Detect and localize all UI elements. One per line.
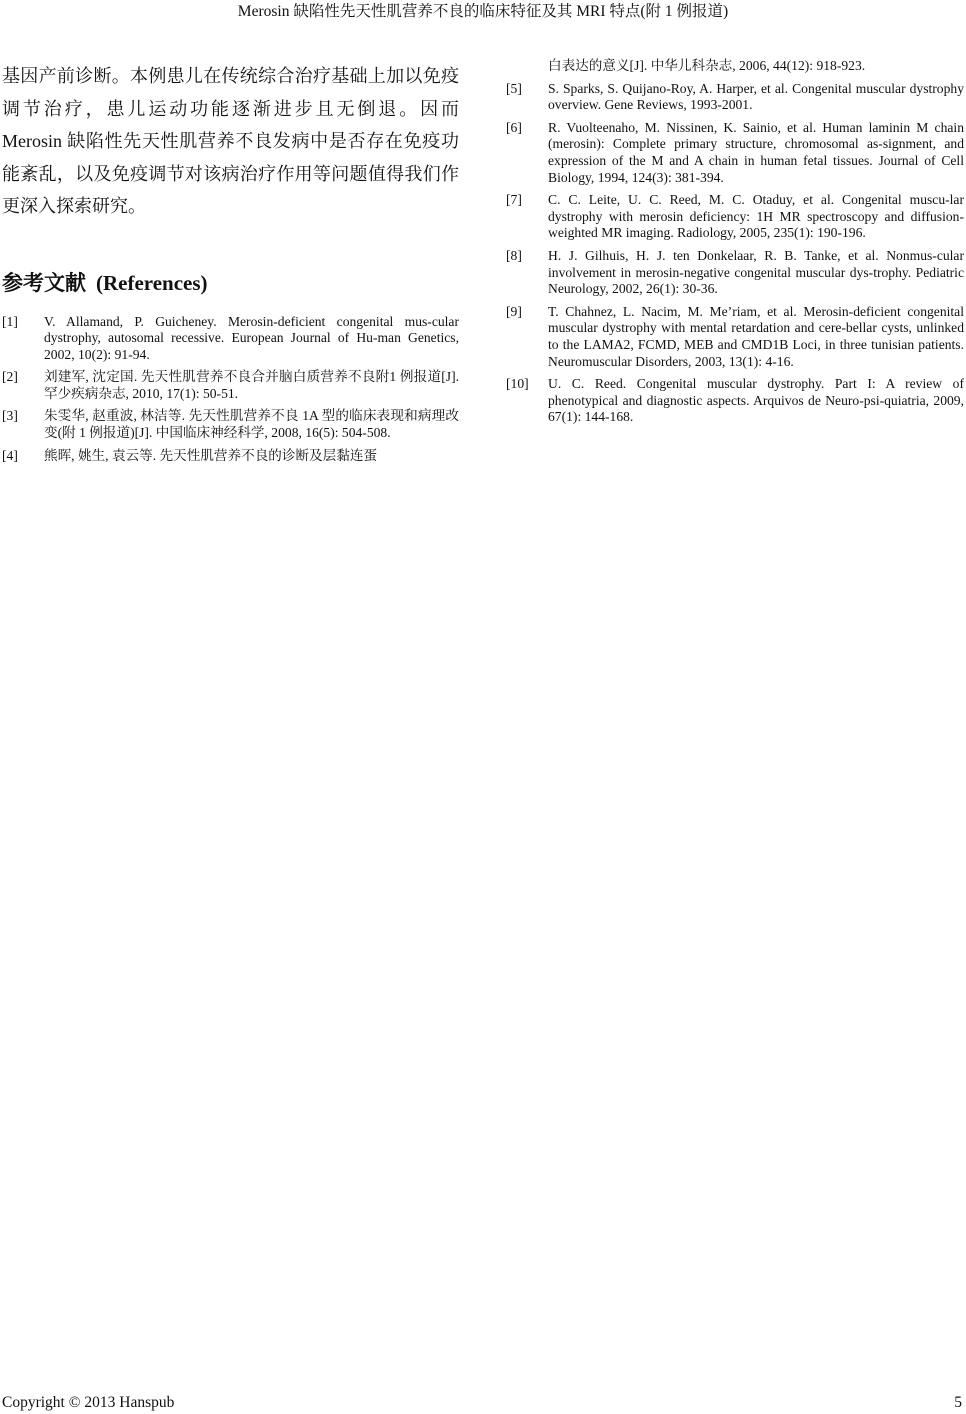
reference-item-9 [506,304,964,370]
reference-item-7 [506,192,964,242]
reference-item-3 [2,408,459,441]
reference-number: [5] [506,80,522,96]
reference-item-6 [506,120,964,186]
reference-text: T. Chahnez, L. Nacim, M. Me’riam, et al. Merosin-deficient congenital muscular dystrophy with mental retardation and cere-bellar cysts, unlinked to the LAMA2, FCMD, MEB and CMD1B Loci, in three tunisian patients. Neuromuscular Disorders, 2003, 13(1): 4-16. [548,303,964,369]
reference-text: H. J. Gilhuis, H. J. ten Donkelaar, R. B. Tanke, et al. Nonmus-cular involvement in merosin-negative congenital muscular dys-trophy. Pediatric Neurology, 2002, 26(1): 30-36. [548,247,964,297]
footer-copyright: Copyright © 2013 Hanspub [2,1394,175,1411]
reference-item-8 [506,248,964,298]
reference-text: 朱雯华, 赵重波, 林洁等. 先天性肌营养不良 1A 型的临床表现和病理改变(附 1 例报道)[J]. 中国临床神经科学, 2008, 16(5): 504-508. [44,408,459,441]
reference-text: V. Allamand, P. Guicheney. Merosin-deficient congenital mus-cular dystrophy, autosomal recessive. European Journal of Hu-man Genetics, 2002, 10(2): 91-94. [44,313,459,362]
footer-page-number: 5 [954,1394,962,1411]
reference-list-left [2,314,459,465]
reference-number: [3] [2,408,18,424]
reference-4-continuation: 白表达的意义[J]. 中华儿科杂志, 2006, 44(12): 918-923. [548,58,866,73]
reference-text: 熊晖, 姚生, 袁云等. 先天性肌营养不良的诊断及层黏连蛋 [44,447,378,463]
reference-number: [10] [506,376,529,392]
references-heading [2,269,459,297]
reference-number: [7] [506,192,522,208]
right-column [506,58,964,432]
references-heading-cn: 参考文献 [2,270,86,295]
body-paragraph: 基因产前诊断。本例患儿在传统综合治疗基础上加以免疫调节治疗，患儿运动功能逐渐进步且无倒退。因而 Merosin 缺陷性先天性肌营养不良发病中是否存在免疫功能紊乱，以及免疫调节对该病治疗作用等问题值得我们作更深入探索研究。 [2,66,459,216]
reference-item-2 [2,369,459,402]
reference-text: U. C. Reed. Congenital muscular dystrophy. Part I: A review of phenotypical and diagnostic aspects. Arquivos de Neuro-psi-quiatria, 2009, 67(1): 144-168. [548,376,964,425]
running-header: Merosin 缺陷性先天性肌营养不良的临床特征及其 MRI 特点(附 1 例报道) [237,3,729,20]
reference-number: [9] [506,303,522,319]
reference-item-4 [2,448,459,465]
references-heading-en: (References) [96,270,208,295]
reference-list-right [506,81,964,426]
reference-text: C. C. Leite, U. C. Reed, M. C. Otaduy, et al. Congenital muscu-lar dystrophy with merosin deficiency: 1H MR spectroscopy and diffusion-weighted MR imaging. Radiology, 2005, 235(1): 190-196. [548,192,964,241]
reference-number: [8] [506,247,522,263]
reference-number: [4] [2,447,18,463]
left-column [2,60,459,470]
reference-number: [2] [2,369,18,385]
reference-item-5 [506,81,964,114]
reference-number: [1] [2,313,18,329]
reference-item-10 [506,376,964,426]
reference-text: R. Vuolteenaho, M. Nissinen, K. Sainio, et al. Human laminin M chain (merosin): Complete primary structure, chromosomal as-signment, and expression of the M and A chain in human fetal tissues. Journal of Cell Biology, 1994, 124(3): 381-394. [548,119,964,185]
reference-number: [6] [506,119,522,135]
reference-item-1 [2,314,459,364]
reference-text: S. Sparks, S. Quijano-Roy, A. Harper, et al. Congenital muscular dystrophy overview. Gene Reviews, 1993-2001. [548,80,964,113]
reference-text: 刘建军, 沈定国. 先天性肌营养不良合并脑白质营养不良附1 例报道[J]. 罕少疾病杂志, 2010, 17(1): 50-51. [44,369,459,401]
